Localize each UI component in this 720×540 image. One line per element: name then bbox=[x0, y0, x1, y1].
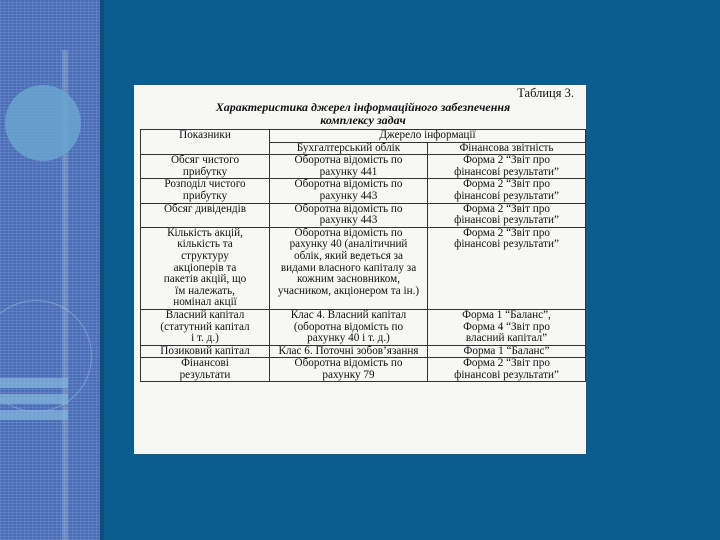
cell-line: рахунку 40 (аналітичний bbox=[289, 238, 408, 251]
cell-line: і т. д.) bbox=[191, 332, 219, 345]
table-cell bbox=[141, 155, 270, 179]
cell-line: (оборотна відомість по bbox=[293, 320, 404, 333]
cell-line: Форма 2 “Звіт про bbox=[463, 178, 550, 191]
header-row bbox=[141, 130, 586, 143]
table-cell bbox=[270, 345, 428, 358]
cell-line: фінансові результати” bbox=[454, 189, 559, 202]
table-cell bbox=[270, 309, 428, 345]
header-indicators: Показники bbox=[141, 130, 270, 155]
table-row bbox=[141, 203, 586, 227]
table-cell bbox=[428, 309, 586, 345]
cell-line: Оборотна відомість по bbox=[294, 227, 403, 239]
cell-line: облік, який ведеться за bbox=[293, 249, 404, 262]
table-cell bbox=[141, 203, 270, 227]
table-cell bbox=[428, 358, 586, 382]
cell-line: результати bbox=[179, 368, 231, 381]
table-cell bbox=[141, 309, 270, 345]
cell-line: Розподіл чистого bbox=[164, 178, 246, 191]
cell-line: Позиковий капітал bbox=[160, 345, 250, 357]
cell-line: рахунку 79 bbox=[322, 368, 375, 381]
table-cell bbox=[141, 179, 270, 203]
cell-line: пакетів акцій, що bbox=[163, 273, 247, 286]
table-cell bbox=[270, 155, 428, 179]
cell-line: Оборотна відомість по bbox=[294, 154, 403, 167]
table-row bbox=[141, 309, 586, 345]
table-row bbox=[141, 358, 586, 382]
cell-line: кількість та bbox=[177, 238, 233, 251]
cell-line: Оборотна відомість по bbox=[294, 203, 403, 215]
cell-line: Клас 4. Власний капітал bbox=[290, 309, 407, 321]
cell-line: акціоперів та bbox=[173, 261, 237, 274]
cell-line: Форма 2 “Звіт про bbox=[463, 203, 550, 215]
table-title-line: Характеристика джерел інформаційного забезпечення bbox=[215, 100, 511, 114]
table-cell bbox=[141, 358, 270, 382]
table-document bbox=[134, 85, 586, 454]
cell-line: прибутку bbox=[182, 189, 228, 202]
cell-line: учасником, акціонером та ін.) bbox=[277, 284, 420, 297]
decorative-bar bbox=[0, 378, 68, 388]
decorative-bar bbox=[0, 410, 68, 420]
cell-line: фінансові результати” bbox=[454, 165, 559, 178]
cell-line: Обсяг дивідендів bbox=[163, 203, 247, 215]
header-accounting: Бухгалтерський облік bbox=[270, 142, 428, 155]
decorative-edge bbox=[100, 0, 104, 540]
cell-line: (статутний капітал bbox=[160, 320, 250, 333]
cell-line: Форма 1 “Баланс”, bbox=[462, 309, 551, 321]
cell-line: їм належать, bbox=[175, 284, 235, 297]
cell-line: видами власного капіталу за bbox=[280, 261, 417, 274]
table-row bbox=[141, 155, 586, 179]
cell-line: Фінансові bbox=[181, 357, 229, 370]
table-caption: Таблиця 3. bbox=[517, 86, 574, 100]
cell-line: кожним засновником, bbox=[296, 273, 401, 286]
cell-line: Кількість акцій, bbox=[167, 227, 243, 239]
cell-line: Власний капітал bbox=[165, 309, 245, 321]
table-row bbox=[141, 227, 586, 309]
sources-table bbox=[140, 129, 586, 382]
cell-line: власний капітал” bbox=[465, 332, 548, 345]
table-cell bbox=[270, 227, 428, 309]
cell-line: фінансові результати” bbox=[454, 214, 559, 227]
cell-line: фінансові результати” bbox=[454, 368, 559, 381]
cell-line: Форма 2 “Звіт про bbox=[463, 227, 550, 239]
table-title bbox=[140, 101, 586, 127]
table-cell bbox=[270, 358, 428, 382]
table-row bbox=[141, 345, 586, 358]
decorative-left-strip bbox=[0, 0, 100, 540]
decorative-circle bbox=[5, 85, 81, 161]
table-row bbox=[141, 179, 586, 203]
cell-line: Оборотна відомість по bbox=[294, 357, 403, 370]
cell-line: номінал акції bbox=[173, 296, 237, 309]
cell-line: рахунку 443 bbox=[319, 214, 378, 227]
cell-line: рахунку 441 bbox=[319, 165, 378, 178]
cell-line: Оборотна відомість по bbox=[294, 178, 403, 191]
table-title-line: комплексу задач bbox=[320, 113, 406, 127]
cell-line: Форма 1 “Баланс” bbox=[463, 345, 550, 357]
table-cell bbox=[270, 203, 428, 227]
table-cell bbox=[141, 227, 270, 309]
cell-line: Клас 6. Поточні зобов’язання bbox=[278, 345, 419, 357]
cell-line: Форма 4 “Звіт про bbox=[463, 320, 550, 333]
header-reporting: Фінансова звітність bbox=[428, 142, 586, 155]
cell-line: прибутку bbox=[182, 165, 228, 178]
table-cell bbox=[428, 345, 586, 358]
table-cell bbox=[141, 345, 270, 358]
decorative-bar bbox=[0, 394, 68, 404]
cell-line: Форма 2 “Звіт про bbox=[463, 357, 550, 370]
table-cell bbox=[428, 179, 586, 203]
cell-line: структуру bbox=[181, 249, 229, 262]
table-cell bbox=[428, 227, 586, 309]
header-source-group: Джерело інформації bbox=[270, 130, 586, 143]
cell-line: рахунку 443 bbox=[319, 189, 378, 202]
table-cell bbox=[270, 179, 428, 203]
table-cell bbox=[428, 155, 586, 179]
cell-line: Обсяг чистого bbox=[170, 154, 240, 167]
cell-line: фінансові результати” bbox=[454, 238, 559, 251]
cell-line: рахунку 40 і т. д.) bbox=[307, 332, 390, 345]
table-cell bbox=[428, 203, 586, 227]
cell-line: Форма 2 “Звіт про bbox=[463, 154, 550, 167]
